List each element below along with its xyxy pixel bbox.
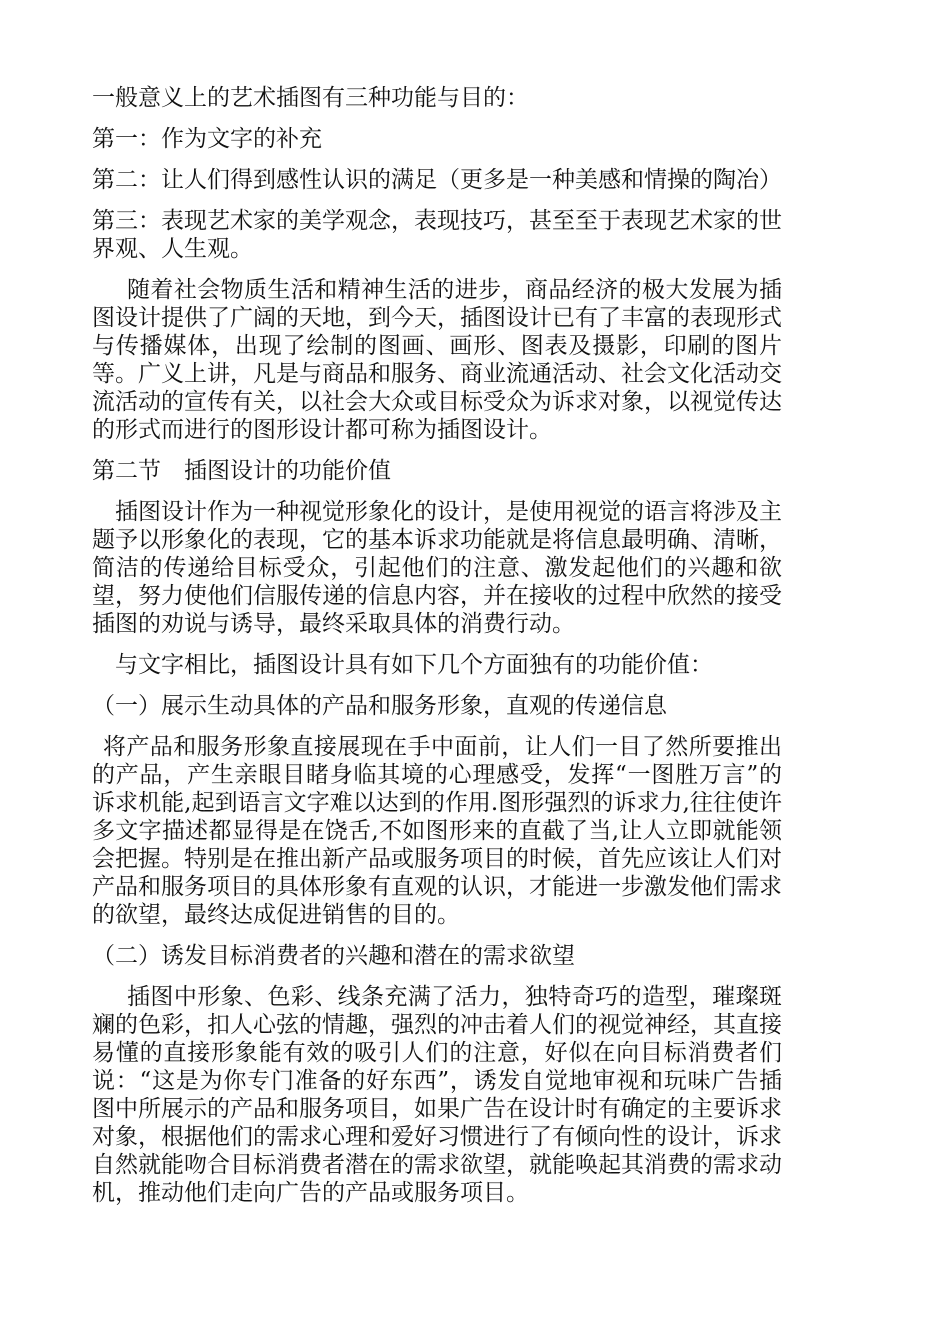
function-two: 第二：让人们得到感性认识的满足（更多是一种美感和情操的陶冶） bbox=[92, 167, 782, 193]
document-page bbox=[92, 84, 782, 1220]
body-paragraph-subheading-two: 插图中形象、色彩、线条充满了活力，独特奇巧的造型，璀璨斑斓的色彩，扣人心弦的情趣，强烈的冲击着人们的视觉神经，其直接易懂的直接形象能有效的吸引人们的注意，好似在向目标消费者们说：“这是为你专门准备的好东西”，诱发自觉地审视和玩味广告插图中所展示的产品和服务项目，如果广告在设计时有确定的主要诉求对象，根据他们的需求心理和爱好习惯进行了有倾向性的设计，诉求自然就能吻合目标消费者潜在的需求欲望，就能唤起其消费的需求动机，推动他们走向广告的产品或服务项目。 bbox=[92, 984, 782, 1206]
subheading-two: （二）诱发目标消费者的兴趣和潜在的需求欲望 bbox=[92, 943, 575, 969]
subheading-one: （一）展示生动具体的产品和服务形象，直观的传递信息 bbox=[92, 693, 667, 719]
intro-line: 一般意义上的艺术插图有三种功能与目的： bbox=[92, 85, 529, 111]
body-paragraph-subheading-one: 将产品和服务形象直接展现在手中面前，让人们一目了然所要推出的产品，产生亲眼目睹身临其境的心理感受，发挥“一图胜万言”的诉求机能,起到语言文字难以达到的作用.图形强烈的诉求力,往往使许多文字描述都显得是在饶舌,不如图形来的直截了当,让人立即就能领会把握。特别是在推出新产品或服务项目的时候，首先应该让人们对产品和服务项目的具体形象有直观的认识，才能进一步激发他们需求的欲望，最终达成促进销售的目的。 bbox=[92, 734, 782, 928]
body-paragraph-function: 插图设计作为一种视觉形象化的设计，是使用视觉的语言将涉及主题予以形象化的表现，它的基本诉求功能就是将信息最明确、清晰，简洁的传递给目标受众，引起他们的注意、激发起他们的兴趣和欲望，努力使他们信服传递的信息内容，并在接收的过程中欣然的接受插图的劝说与诱导，最终采取具体的消费行动。 bbox=[92, 499, 782, 637]
body-paragraph-development: 随着社会物质生活和精神生活的进步，商品经济的极大发展为插图设计提供了广阔的天地，到今天，插图设计已有了丰富的表现形式与传播媒体，出现了绘制的图画、画形、图表及摄影，印刷的图片等。广义上讲，凡是与商品和服务、商业流通活动、社会文化活动交流活动的宣传有关，以社会大众或目标受众为诉求对象，以视觉传达的形式而进行的图形设计都可称为插图设计。 bbox=[92, 277, 782, 443]
function-three: 第三：表现艺术家的美学观念，表现技巧，甚至至于表现艺术家的世界观、人生观。 bbox=[92, 208, 782, 262]
body-paragraph-compare: 与文字相比，插图设计具有如下几个方面独有的功能价值： bbox=[115, 652, 713, 678]
function-one: 第一：作为文字的补充 bbox=[92, 126, 322, 152]
section-heading: 第二节 插图设计的功能价值 bbox=[92, 458, 391, 484]
